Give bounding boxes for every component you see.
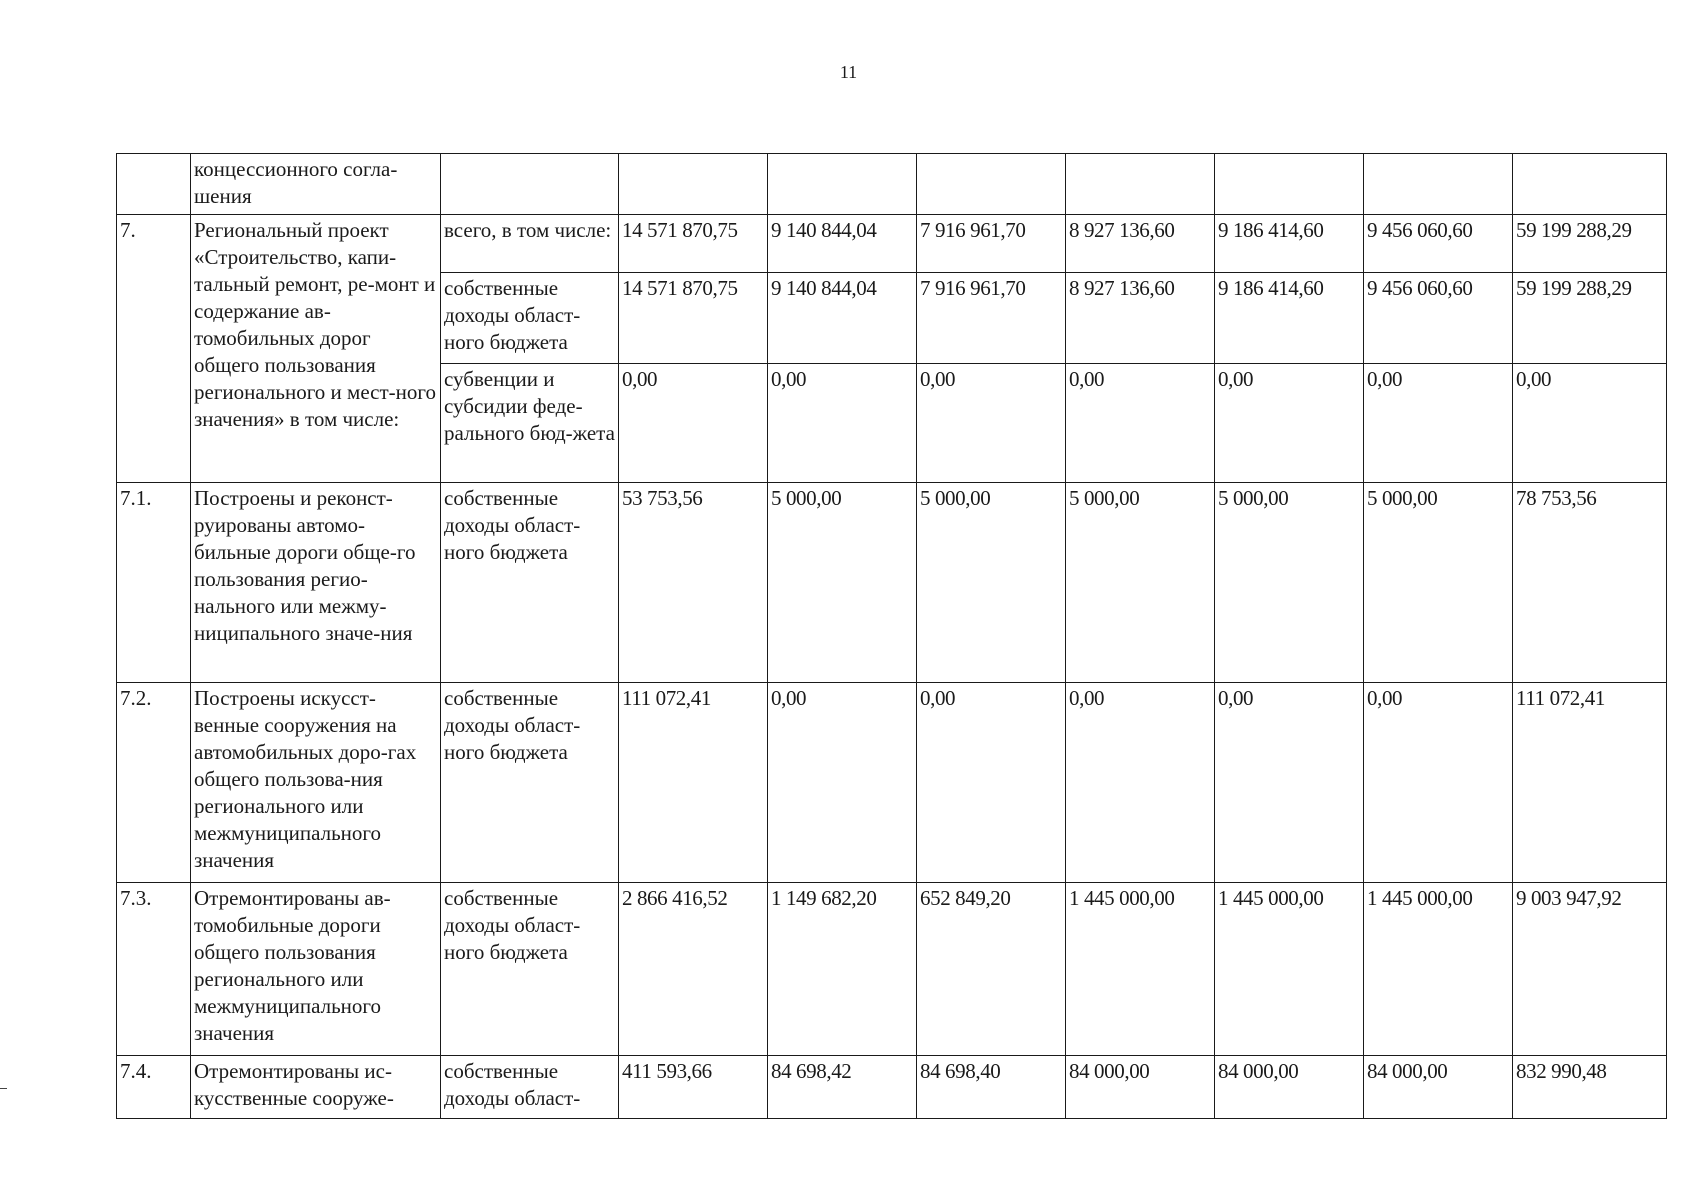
- value-cell: 5 000,00: [1364, 483, 1513, 683]
- value-cell: 84 000,00: [1364, 1056, 1513, 1119]
- value-cell: 9 456 060,60: [1364, 273, 1513, 364]
- value-cell: 9 140 844,04: [768, 273, 917, 364]
- value-cell: 111 072,41: [1513, 683, 1667, 883]
- row-name: Отремонтированы ис-кусственные сооруже-: [191, 1056, 441, 1119]
- budget-table: [116, 153, 1667, 1119]
- value-cell: 0,00: [1066, 364, 1215, 483]
- value-cell: [1364, 154, 1513, 215]
- value-cell: 78 753,56: [1513, 483, 1667, 683]
- value-cell: 1 445 000,00: [1215, 883, 1364, 1056]
- table-row: [117, 1056, 1667, 1119]
- funding-source: собственные доходы област-ного бюджета: [441, 683, 619, 883]
- value-cell: 0,00: [1215, 364, 1364, 483]
- value-cell: 1 445 000,00: [1364, 883, 1513, 1056]
- row-name: Построены и реконст-руированы автомо-бильные дороги обще-го пользования регио-нального или межму-ниципального значе-ния: [191, 483, 441, 683]
- value-cell: 14 571 870,75: [619, 273, 768, 364]
- value-cell: 5 000,00: [917, 483, 1066, 683]
- table-row: [117, 483, 1667, 683]
- value-cell: 9 186 414,60: [1215, 215, 1364, 273]
- value-cell: [917, 154, 1066, 215]
- value-cell: 84 698,42: [768, 1056, 917, 1119]
- value-cell: 0,00: [768, 683, 917, 883]
- value-cell: 1 149 682,20: [768, 883, 917, 1056]
- value-cell: 111 072,41: [619, 683, 768, 883]
- value-cell: 0,00: [917, 364, 1066, 483]
- table-row: [117, 215, 1667, 273]
- value-cell: 53 753,56: [619, 483, 768, 683]
- value-cell: [1513, 154, 1667, 215]
- value-cell: 7 916 961,70: [917, 215, 1066, 273]
- row-number: 7.2.: [117, 683, 191, 883]
- value-cell: 59 199 288,29: [1513, 273, 1667, 364]
- row-name: Региональный проект «Строительство, капи-тальный ремонт, ре-монт и содержание ав-томобильных дорог общего пользования регионального и мест-ного значения» в том числе:: [191, 215, 441, 483]
- value-cell: 9 140 844,04: [768, 215, 917, 273]
- value-cell: 5 000,00: [1066, 483, 1215, 683]
- funding-source: субвенции и субсидии феде-рального бюд-жета: [441, 364, 619, 483]
- value-cell: 8 927 136,60: [1066, 273, 1215, 364]
- table-row: [117, 883, 1667, 1056]
- value-cell: 0,00: [1513, 364, 1667, 483]
- row-number: 7.3.: [117, 883, 191, 1056]
- value-cell: 2 866 416,52: [619, 883, 768, 1056]
- value-cell: 9 186 414,60: [1215, 273, 1364, 364]
- funding-source: собственные доходы област-: [441, 1056, 619, 1119]
- row-number: 7.1.: [117, 483, 191, 683]
- row-number: 7.4.: [117, 1056, 191, 1119]
- row-name: концессионного согла-шения: [191, 154, 441, 215]
- value-cell: [1215, 154, 1364, 215]
- funding-source: собственные доходы област-ного бюджета: [441, 883, 619, 1056]
- page-number: 11: [839, 62, 858, 82]
- value-cell: 0,00: [1215, 683, 1364, 883]
- value-cell: 8 927 136,60: [1066, 215, 1215, 273]
- value-cell: 652 849,20: [917, 883, 1066, 1056]
- value-cell: 0,00: [1066, 683, 1215, 883]
- table-row: [117, 154, 1667, 215]
- value-cell: 0,00: [1364, 683, 1513, 883]
- value-cell: 14 571 870,75: [619, 215, 768, 273]
- value-cell: 5 000,00: [768, 483, 917, 683]
- value-cell: 5 000,00: [1215, 483, 1364, 683]
- row-number: [117, 154, 191, 215]
- funding-source: собственные доходы област-ного бюджета: [441, 483, 619, 683]
- value-cell: [1066, 154, 1215, 215]
- value-cell: 0,00: [619, 364, 768, 483]
- value-cell: 0,00: [768, 364, 917, 483]
- row-name: Отремонтированы ав-томобильные дороги общего пользования регионального или межмуниципального значения: [191, 883, 441, 1056]
- value-cell: 59 199 288,29: [1513, 215, 1667, 273]
- row-number: 7.: [117, 215, 191, 483]
- value-cell: 9 456 060,60: [1364, 215, 1513, 273]
- value-cell: 1 445 000,00: [1066, 883, 1215, 1056]
- table-row: [117, 683, 1667, 883]
- value-cell: 7 916 961,70: [917, 273, 1066, 364]
- value-cell: 411 593,66: [619, 1056, 768, 1119]
- funding-source: собственные доходы област-ного бюджета: [441, 273, 619, 364]
- funding-source: всего, в том числе:: [441, 215, 619, 273]
- value-cell: 9 003 947,92: [1513, 883, 1667, 1056]
- value-cell: 84 698,40: [917, 1056, 1066, 1119]
- scan-edge-mark: [0, 1088, 7, 1089]
- funding-source: [441, 154, 619, 215]
- value-cell: 0,00: [1364, 364, 1513, 483]
- value-cell: 84 000,00: [1215, 1056, 1364, 1119]
- value-cell: [619, 154, 768, 215]
- value-cell: 832 990,48: [1513, 1056, 1667, 1119]
- row-name: Построены искусст-венные сооружения на автомобильных доро-гах общего пользова-ния регионального или межмуниципального значения: [191, 683, 441, 883]
- value-cell: [768, 154, 917, 215]
- value-cell: 0,00: [917, 683, 1066, 883]
- value-cell: 84 000,00: [1066, 1056, 1215, 1119]
